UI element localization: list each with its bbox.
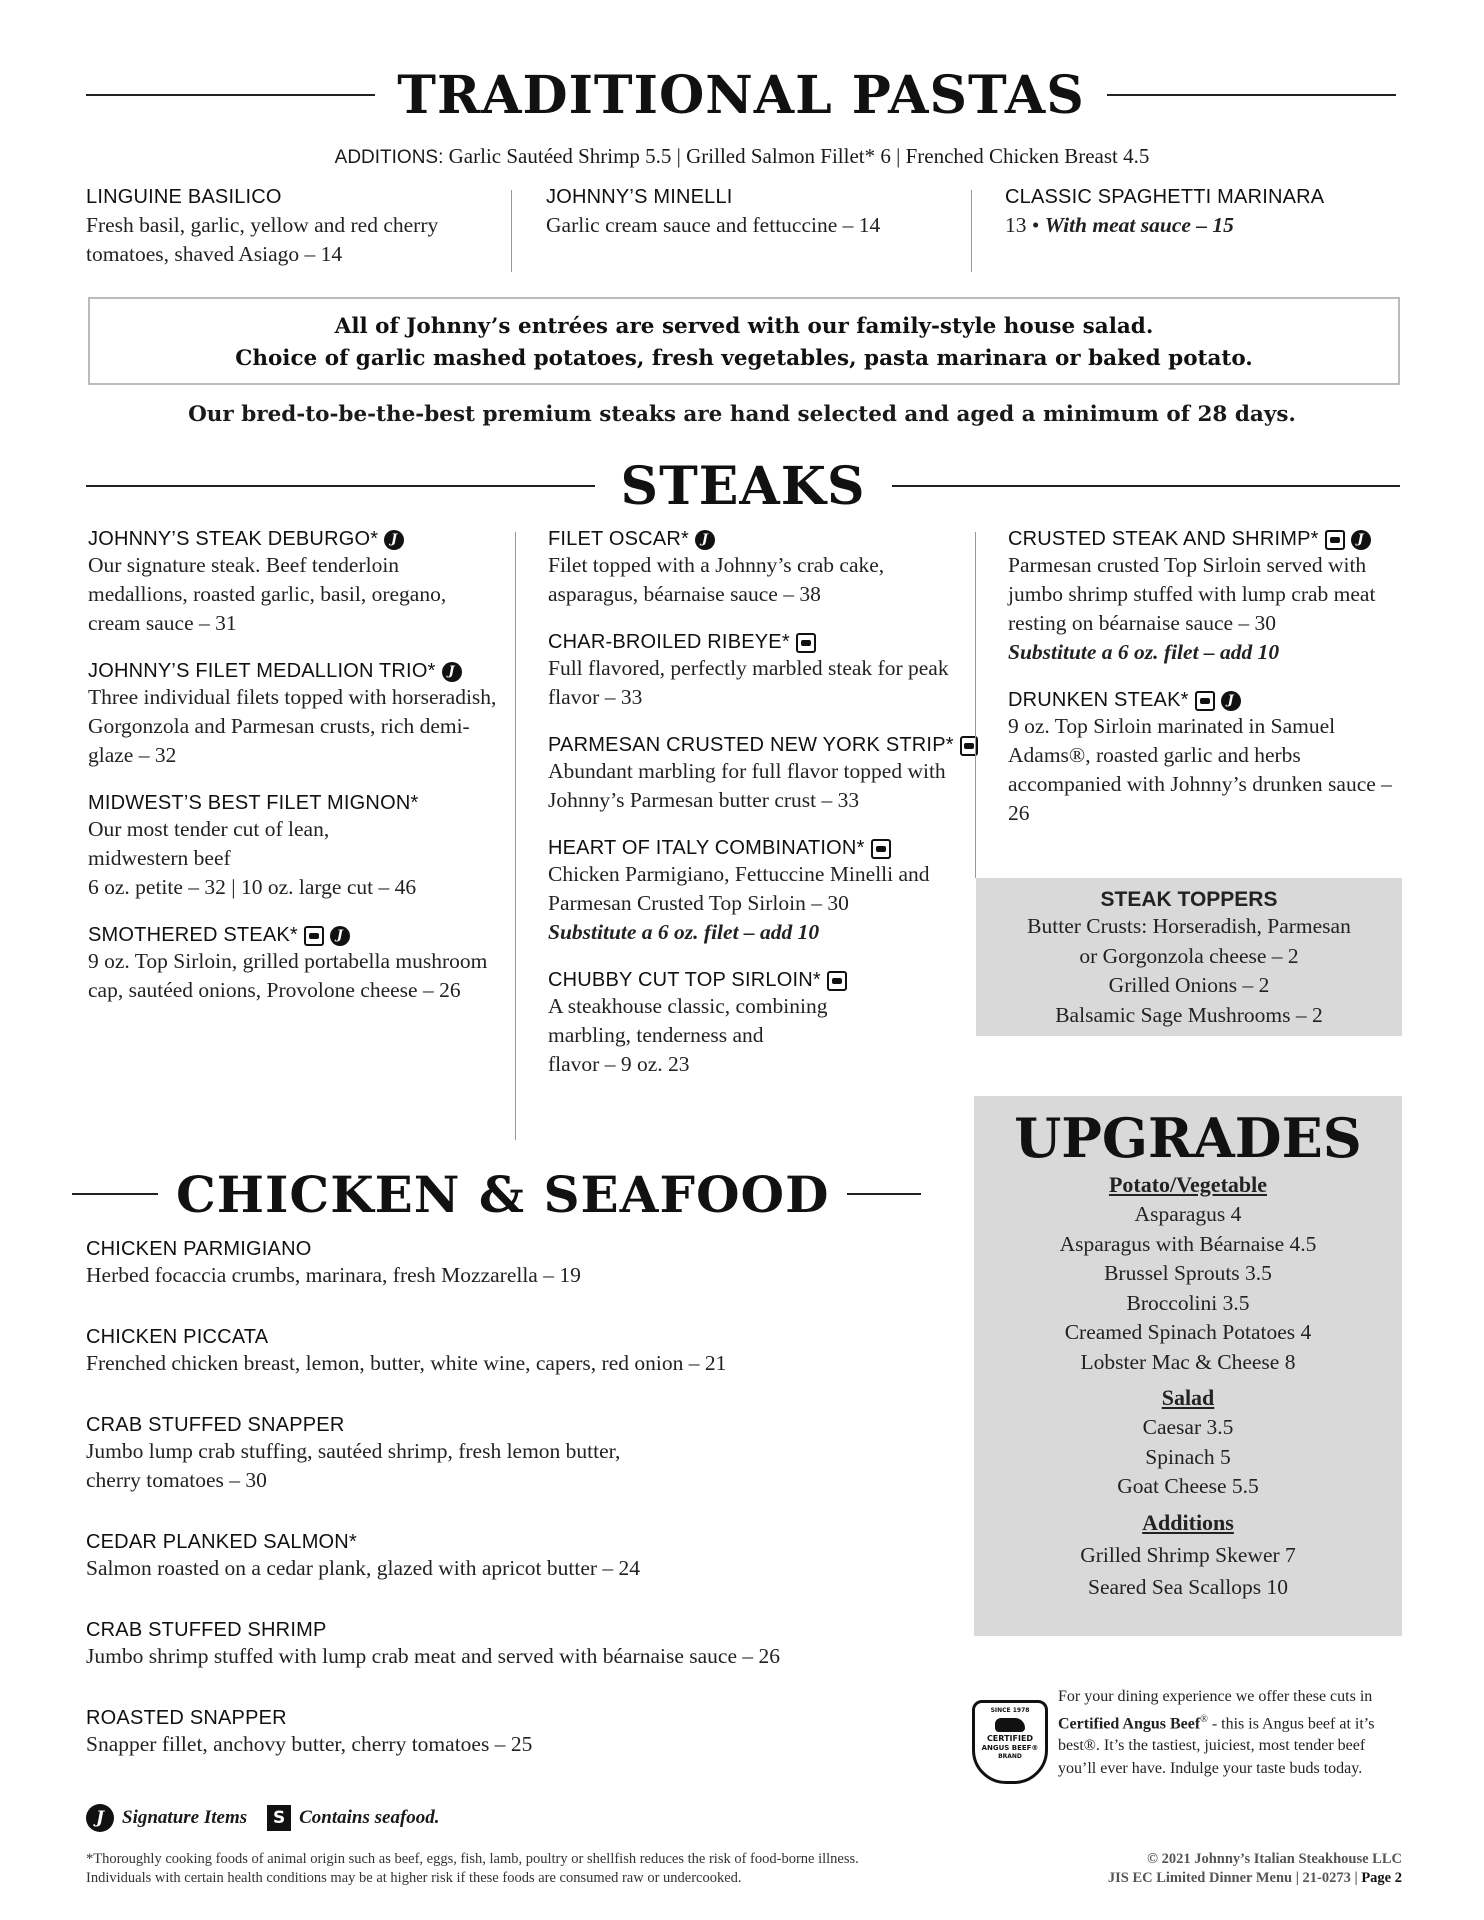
footer-info [1108,1850,1402,1887]
pasta-item-name: JOHNNY’S MINELLI [546,186,733,208]
header-rule-right [892,485,1401,487]
item-desc [1008,551,1408,667]
topper-line: or Gorgonzola cheese – 2 [1079,943,1299,968]
item-name: PARMESAN CRUSTED NEW YORK STRIP* [548,734,954,756]
upgrade-line: Asparagus 4 [1134,1202,1242,1226]
signature-icon: J [384,530,404,550]
desc-text: Chicken Parmigiano, Fettuccine Minelli and Parmesan Crusted Top Sirloin – 30 [548,862,930,915]
upgrade-line: Caesar 3.5 [1142,1415,1234,1439]
additions-heading: Additions [1142,1509,1234,1535]
item-name: CRAB STUFFED SNAPPER [86,1414,345,1436]
pastas-header [86,62,1396,128]
item-desc: Our signature steak. Beef tenderloin medallions, roasted garlic, basil, oregano, cream sauce – 31 [88,553,447,635]
disclaimer [86,1850,986,1887]
menu-item [88,792,498,902]
desc-line: flavor – 9 oz. 23 [548,1052,690,1076]
upgrade-line: Spinach 5 [1145,1444,1231,1469]
additions-label: ADDITIONS: [334,147,444,168]
header-rule-left [72,1193,158,1195]
signature-legend-text: Signature Items [122,1807,248,1828]
cow-icon [995,1718,1025,1732]
salad-heading: Salad [1161,1385,1215,1410]
angus-blurb [1058,1686,1398,1780]
item-name: CHUBBY CUT TOP SIRLOIN* [548,969,821,991]
signature-icon: J [442,662,462,682]
meat-sauce-option: With meat sauce – 15 [1044,213,1234,237]
menu-item [548,734,978,815]
item-desc [548,992,978,1079]
upgrades-title: UPGRADES [1014,1106,1362,1170]
menu-item [86,1531,946,1619]
topper-line: Balsamic Sage Mushrooms – 2 [1055,1002,1323,1027]
seafood-legend-text: Contains seafood. [299,1807,440,1828]
pasta-col-3 [1005,186,1405,240]
signature-icon: J [1221,691,1241,711]
angus-text-post: - this is Angus beef at it’s best®. It’s the tastiest, juiciest, most tender beef you’ll ever have. Indulge your taste buds today. [1058,1714,1375,1777]
signature-icon: J [695,530,715,550]
item-desc: Three individual filets topped with horseradish, Gorgonzola and Parmesan crusts, rich demi-glaze – 32 [88,685,497,767]
logo-top-text: SINCE 1978 [990,1707,1030,1714]
additions-text: Garlic Sautéed Shrimp 5.5 | Grilled Salmon Fillet* 6 | Frenched Chicken Breast 4.5 [448,144,1150,168]
upgrade-line: Grilled Shrimp Skewer 7 [1080,1542,1296,1567]
upgrade-line: Asparagus with Béarnaise 4.5 [1059,1231,1317,1256]
menu-item [86,1707,946,1795]
item-name: HEART OF ITALY COMBINATION* [548,837,865,859]
item-name: CHICKEN PARMIGIANO [86,1238,312,1260]
substitute-note: Substitute a 6 oz. filet – add 10 [1008,640,1280,664]
legend [86,1804,440,1832]
steaks-col-2 [548,528,978,1101]
substitute-note: Substitute a 6 oz. filet – add 10 [548,920,820,944]
pasta-item-desc: Garlic cream sauce and fettuccine – 14 [546,213,881,237]
logo-bottom-text: BRAND [998,1753,1022,1760]
logo-line-2: ANGUS BEEF® [981,1744,1039,1752]
disclaimer-line-2: Individuals with certain health conditions may be at higher risk if these foods are consumed raw or undercooked. [86,1869,742,1886]
desc-line: Jumbo lump crab stuffing, sautéed shrimp, fresh lemon butter, [86,1439,621,1463]
upgrade-line: Goat Cheese 5.5 [1117,1474,1259,1498]
item-name: CRAB STUFFED SHRIMP [86,1619,327,1641]
desc-text: Parmesan crusted Top Sirloin served with jumbo shrimp stuffed with lump crab meat resting on béarnaise sauce – 30 [1008,553,1376,635]
upgrade-line: Seared Sea Scallops 10 [1087,1575,1289,1599]
desc-line: Our most tender cut of lean, [88,817,330,841]
menu-item [548,528,978,609]
item-name: JOHNNY’S STEAK DEBURGO* [88,528,379,550]
item-desc: Snapper fillet, anchovy butter, cherry tomatoes – 25 [86,1732,533,1756]
header-rule-right [1107,94,1396,96]
seafood-title: CHICKEN & SEAFOOD [176,1164,830,1224]
item-name: JOHNNY’S FILET MEDALLION TRIO* [88,660,436,682]
certified-angus-icon [304,926,324,946]
item-desc: Filet topped with a Johnny’s crab cake, asparagus, béarnaise sauce – 38 [548,553,885,606]
angus-reg: ® [1200,1713,1208,1725]
item-name: FILET OSCAR* [548,528,689,550]
signature-legend-icon: J [86,1804,114,1832]
entree-note-line-2: Choice of garlic mashed potatoes, fresh vegetables, pasta marinara or baked potato. [235,346,1253,371]
menu-item [86,1326,946,1414]
item-name: SMOTHERED STEAK* [88,924,298,946]
menu-item [88,924,498,1005]
pasta-col-1 [86,186,486,269]
menu-item [548,837,978,947]
pasta-item-name: CLASSIC SPAGHETTI MARINARA [1005,186,1325,208]
item-name: CEDAR PLANKED SALMON* [86,1531,357,1553]
menu-item [1008,689,1408,828]
desc-line: A steakhouse classic, combining [548,994,828,1018]
item-desc: Full flavored, perfectly marbled steak for peak flavor – 33 [548,656,949,709]
steaks-col-1 [88,528,498,1027]
certified-angus-icon [1325,530,1345,550]
topper-line: Butter Crusts: Horseradish, Parmesan [1027,914,1351,938]
header-rule-left [86,94,375,96]
certified-angus-logo [972,1700,1048,1784]
pastas-additions [0,144,1484,169]
menu-item [548,631,978,712]
entree-note-line-1: All of Johnny’s entrées are served with our family-style house salad. [334,314,1154,339]
menu-item [86,1414,946,1531]
page-number: Page 2 [1361,1869,1402,1886]
steak-toppers-panel [976,878,1402,1036]
pastas-title: TRADITIONAL PASTAS [397,64,1085,126]
item-desc [548,860,978,947]
certified-angus-icon [796,633,816,653]
item-desc [86,1437,946,1495]
menu-info: JIS EC Limited Dinner Menu | 21-0273 | [1107,1869,1358,1886]
item-desc: Jumbo shrimp stuffed with lump crab meat and served with béarnaise sauce – 26 [86,1644,780,1668]
pasta-item-desc: Fresh basil, garlic, yellow and red cherry tomatoes, shaved Asiago – 14 [86,213,439,266]
upgrade-line: Broccolini 3.5 [1126,1290,1250,1315]
potato-heading: Potato/Vegetable [1108,1172,1268,1197]
menu-item [1008,528,1408,667]
item-desc: 9 oz. Top Sirloin, grilled portabella mushroom cap, sautéed onions, Provolone cheese – 26 [88,949,488,1002]
signature-icon: J [330,926,350,946]
pasta-item-name: LINGUINE BASILICO [86,186,282,208]
topper-line: Grilled Onions – 2 [1108,973,1270,997]
desc-line: midwestern beef [88,846,231,870]
toppers-title: STEAK TOPPERS [1100,888,1278,911]
divider [511,190,512,272]
disclaimer-line-1: *Thoroughly cooking foods of animal origin such as beef, eggs, fish, lamb, poultry or shellfish reduces the risk of food-borne illness. [86,1851,859,1867]
item-name: CHICKEN PICCATA [86,1326,269,1348]
upgrade-line: Lobster Mac & Cheese 8 [1080,1349,1296,1374]
signature-icon: J [1351,530,1371,550]
angus-brand: Certified Angus Beef [1058,1714,1201,1732]
menu-item [548,969,978,1079]
desc-line: 6 oz. petite – 32 | 10 oz. large cut – 46 [88,875,417,899]
menu-info-line [1108,1869,1402,1888]
steaks-col-3 [1008,528,1408,850]
seafood-header [72,1162,928,1226]
certified-angus-icon [1195,691,1215,711]
item-desc: Abundant marbling for full flavor topped with Johnny’s Parmesan butter crust – 33 [548,759,946,812]
item-desc [88,815,498,902]
copyright: © 2021 Johnny’s Italian Steakhouse LLC [1147,1851,1402,1867]
header-rule-left [86,485,595,487]
item-name: CHAR-BROILED RIBEYE* [548,631,790,653]
divider [975,532,976,878]
entree-note-box [88,297,1400,385]
upgrade-line: Creamed Spinach Potatoes 4 [1064,1320,1312,1344]
menu-item [88,528,498,638]
steak-aging-note: Our bred-to-be-the-best premium steaks are hand selected and aged a minimum of 28 days. [188,402,1296,427]
certified-angus-icon [827,971,847,991]
item-name: MIDWEST’S BEST FILET MIGNON* [88,792,419,814]
seafood-list [86,1238,946,1795]
header-rule-right [847,1193,921,1195]
desc-line: cherry tomatoes – 30 [86,1468,267,1492]
item-name: DRUNKEN STEAK* [1008,689,1189,711]
certified-angus-icon [871,839,891,859]
upgrades-panel [974,1096,1402,1636]
pasta-item-desc [1005,211,1405,240]
menu-item [88,660,498,770]
item-desc: Frenched chicken breast, lemon, butter, white wine, capers, red onion – 21 [86,1351,727,1375]
desc-line: marbling, tenderness and [548,1023,764,1047]
item-desc: Herbed focaccia crumbs, marinara, fresh Mozzarella – 19 [86,1263,581,1287]
item-name: CRUSTED STEAK AND SHRIMP* [1008,528,1319,550]
upgrade-line: Brussel Sprouts 3.5 [1104,1261,1272,1285]
divider [971,190,972,272]
price-text: 13 • [1005,213,1040,237]
steaks-title: STEAKS [620,455,866,517]
item-desc: Salmon roasted on a cedar plank, glazed with apricot butter – 24 [86,1556,641,1580]
menu-item [86,1619,946,1707]
seafood-legend-icon: S [267,1805,291,1831]
divider [515,532,516,1140]
logo-line-1: CERTIFIED [986,1734,1034,1743]
menu-item [86,1238,946,1326]
item-desc: 9 oz. Top Sirloin marinated in Samuel Adams®, roasted garlic and herbs accompanied with Johnny’s drunken sauce – 26 [1008,714,1392,825]
item-name: ROASTED SNAPPER [86,1707,287,1729]
angus-text-pre: For your dining experience we offer these cuts in [1058,1688,1373,1705]
pasta-col-2 [546,186,946,240]
steaks-header [86,454,1400,518]
